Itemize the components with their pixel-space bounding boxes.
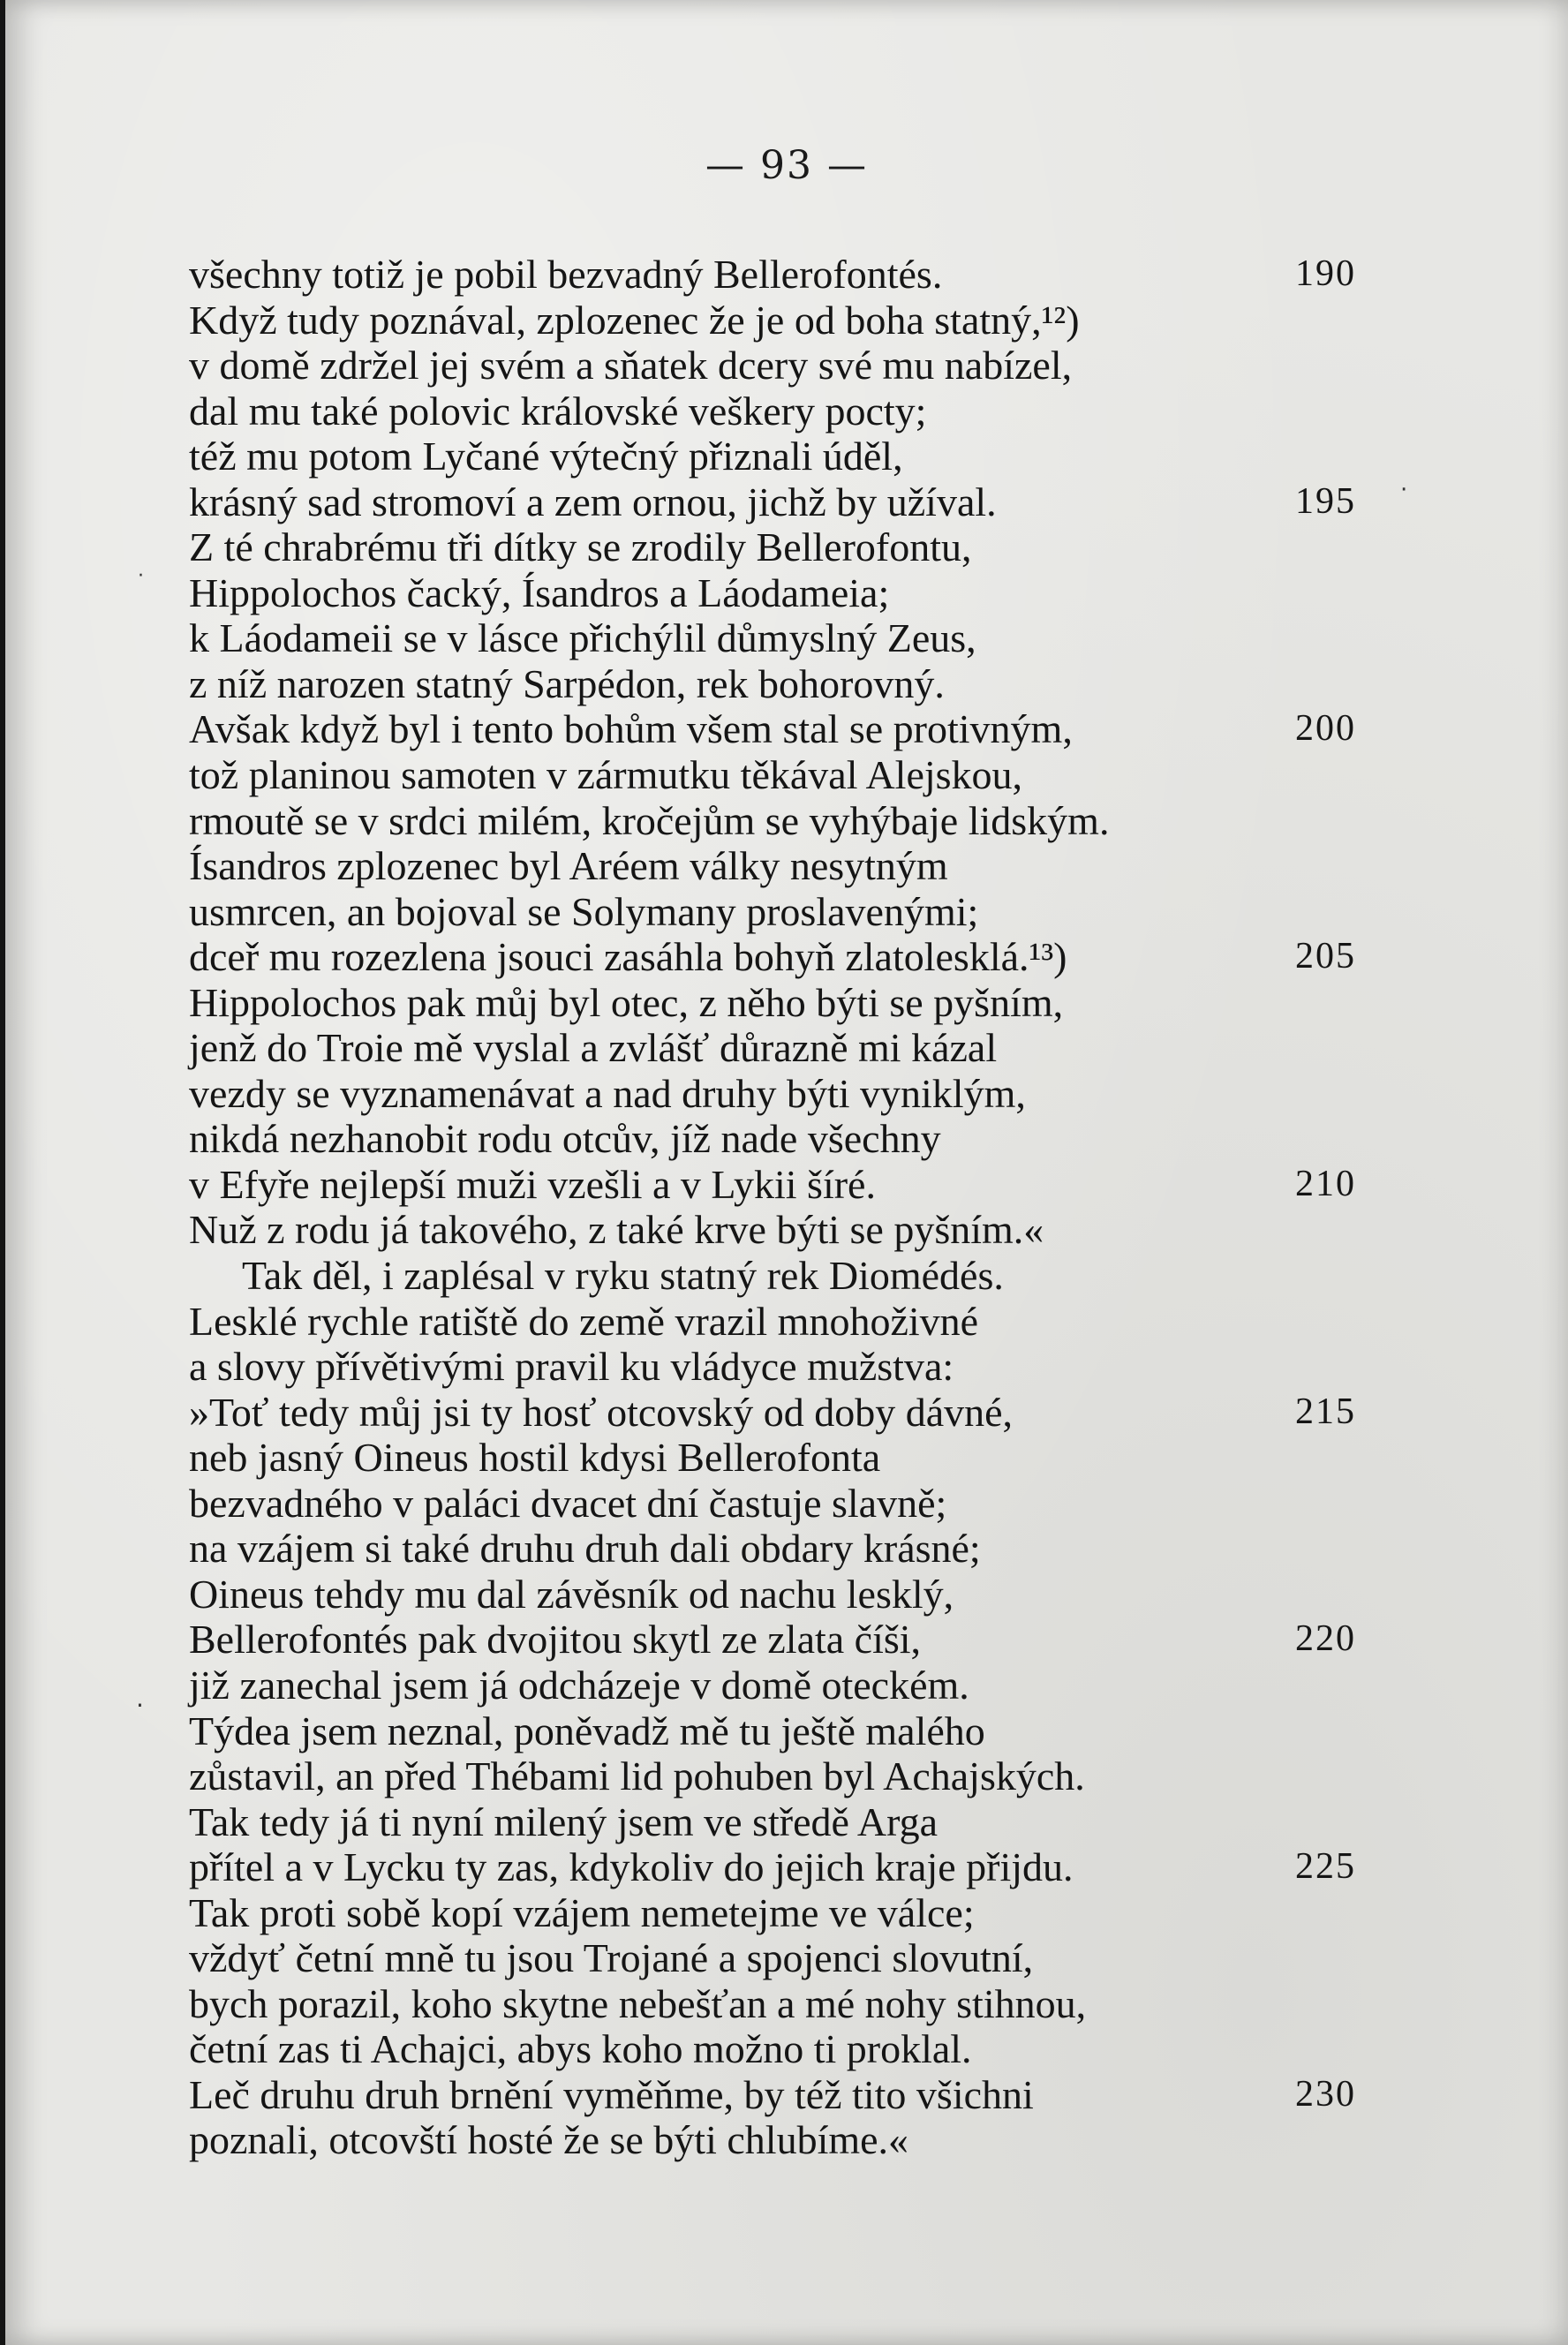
verse-line [5, 524, 1568, 570]
verse-line [5, 434, 1568, 479]
verse-text: všechny totiž je pobil bezvadný Bellerofontés. [189, 252, 943, 297]
margin-speck: · [136, 1691, 144, 1720]
verse-line [5, 1207, 1568, 1253]
verse-line [5, 570, 1568, 616]
verse-text: zůstavil, an před Thébami lid pohuben byl Achajských. [189, 1753, 1085, 1799]
verse-line [5, 2026, 1568, 2072]
verse-text: Leč druhu druh brnění vyměňme, by též tito všichni [189, 2071, 1034, 2117]
verse-line [5, 1663, 1568, 1708]
verse-line [5, 1025, 1568, 1071]
verse-text: v Efyře nejlepší muži vzešli a v Lykii šíré. [189, 1161, 876, 1207]
verse-text: Hippolochos pak můj byl otec, z něho býti se pyšním, [189, 979, 1064, 1025]
verse-line [5, 1572, 1568, 1617]
verse-text: krásný sad stromoví a zem ornou, jichž by užíval. [189, 479, 997, 524]
verse-text: usmrcen, an bojoval se Solymany proslavenými; [189, 888, 979, 934]
verse-text: Ísandros zplozenec byl Aréem války nesytným [189, 843, 948, 889]
verse-text: rmoutě se v srdci milém, kročejům se vyhýbaje lidským. [189, 797, 1110, 843]
verse-text: též mu potom Lyčané výtečný přiznali úděl, [189, 434, 903, 479]
verse-line [5, 1299, 1568, 1345]
line-number: 230 [1295, 2073, 1356, 2115]
verse-text: bych porazil, koho skytne nebešťan a mé nohy stihnou, [189, 1980, 1087, 2026]
verse-line [5, 661, 1568, 707]
verse-text: neb jasný Oineus hostil kdysi Bellerofonta [189, 1435, 881, 1481]
verse-line [5, 1390, 1568, 1436]
verse-text: tož planinou samoten v zármutku těkával Alejskou, [189, 752, 1023, 798]
verse-text: z níž narozen statný Sarpédon, rek bohorovný. [189, 660, 945, 706]
line-number: 200 [1295, 708, 1356, 750]
verse-block [5, 252, 1568, 2163]
verse-line [5, 1435, 1568, 1481]
margin-speck: · [138, 565, 144, 587]
verse-line [5, 252, 1568, 298]
verse-line-indented [5, 1253, 1568, 1299]
verse-line [5, 1526, 1568, 1572]
line-number: 190 [1295, 253, 1356, 294]
verse-line [5, 889, 1568, 935]
line-number: 195 [1295, 480, 1356, 522]
verse-text: k Láodameii se v lásce přichýlil důmyslný Zeus, [189, 615, 976, 661]
verse-line [5, 1071, 1568, 1117]
verse-text: jenž do Troie mě vyslal a zvlášť důrazně mi kázal [189, 1025, 998, 1071]
verse-line [5, 798, 1568, 844]
verse-text: Oineus tehdy mu dal závěsník od nachu lesklý, [189, 1571, 954, 1617]
verse-line [5, 1981, 1568, 2027]
verse-line [5, 934, 1568, 980]
verse-text: a slovy přívětivými pravil ku vládyce mužstva: [189, 1344, 954, 1390]
verse-text: Bellerofontés pak dvojitou skytl ze zlata číši, [189, 1617, 922, 1663]
verse-line [5, 1162, 1568, 1208]
verse-line [5, 2117, 1568, 2163]
verse-text: četní zas ti Achajci, abys koho možno ti proklal. [189, 2026, 972, 2072]
verse-text: Nuž z rodu já takového, z také krve býti se pyšním.« [189, 1207, 1044, 1253]
verse-text: Avšak když byl i tento bohům všem stal se protivným, [189, 706, 1073, 752]
verse-line [5, 1116, 1568, 1162]
line-number: 210 [1295, 1163, 1356, 1204]
verse-text: Když tudy poznával, zplozenec že je od boha statný,¹²) [189, 297, 1080, 343]
verse-text: již zanechal jsem já odcházeje v domě oteckém. [189, 1662, 969, 1708]
verse-line [5, 1753, 1568, 1799]
verse-text: Tak děl, i zaplésal v ryku statný rek Diomédés. [242, 1253, 1004, 1299]
verse-text: vždyť četní mně tu jsou Trojané a spojenci slovutní, [189, 1935, 1034, 1981]
verse-line [5, 2072, 1568, 2118]
verse-line [5, 1799, 1568, 1845]
verse-text: poznali, otcovští hosté že se býti chlubíme.« [189, 2117, 909, 2163]
verse-line [5, 843, 1568, 889]
verse-line [5, 706, 1568, 752]
line-number: 215 [1295, 1391, 1356, 1432]
verse-text: bezvadného v paláci dvacet dní častuje slavně; [189, 1480, 947, 1526]
verse-line [5, 1708, 1568, 1754]
line-number: 225 [1295, 1846, 1356, 1888]
verse-text: dal mu také polovic královské veškery pocty; [189, 388, 927, 434]
verse-text: Z té chrabrému tři dítky se zrodily Bellerofontu, [189, 524, 972, 570]
verse-text: Hippolochos čacký, Ísandros a Láodameia; [189, 569, 890, 615]
verse-line [5, 615, 1568, 661]
verse-text: přítel a v Lycku ty zas, kdykoliv do jejich kraje přijdu. [189, 1844, 1074, 1890]
verse-line [5, 752, 1568, 798]
verse-text: »Toť tedy můj jsi ty hosť otcovský od doby dávné, [189, 1389, 1014, 1435]
verse-line [5, 479, 1568, 525]
verse-text: Týdea jsem neznal, poněvadž mě tu ještě malého [189, 1708, 985, 1753]
verse-text: vezdy se vyznamenávat a nad druhy býti vyniklým, [189, 1070, 1026, 1116]
verse-line [5, 980, 1568, 1026]
margin-speck: · [1400, 477, 1408, 503]
line-number: 205 [1295, 936, 1356, 977]
verse-text: nikdá nezhanobit rodu otcův, jíž nade všechny [189, 1116, 941, 1162]
verse-line [5, 1344, 1568, 1390]
verse-text: Tak proti sobě kopí vzájem nemetejme ve válce; [189, 1889, 975, 1935]
verse-line [5, 1890, 1568, 1936]
page-number: — 93 — [705, 143, 868, 188]
verse-text: Tak tedy já ti nyní milený jsem ve středě Arga [189, 1798, 939, 1844]
line-number: 220 [1295, 1618, 1356, 1660]
verse-line [5, 1617, 1568, 1663]
verse-line [5, 298, 1568, 343]
verse-line [5, 343, 1568, 388]
verse-line [5, 1935, 1568, 1981]
verse-text: v domě zdržel jej svém a sňatek dcery své mu nabízel, [189, 343, 1073, 388]
verse-text: Lesklé rychle ratiště do země vrazil mnohoživné [189, 1298, 979, 1344]
book-page [5, 0, 1568, 2345]
verse-text: dceř mu rozezlena jsouci zasáhla bohyň zlatolesklá.¹³) [189, 934, 1067, 980]
verse-line [5, 388, 1568, 434]
verse-text: na vzájem si také druhu druh dali obdary krásné; [189, 1526, 981, 1572]
verse-line [5, 1844, 1568, 1890]
verse-line [5, 1481, 1568, 1527]
